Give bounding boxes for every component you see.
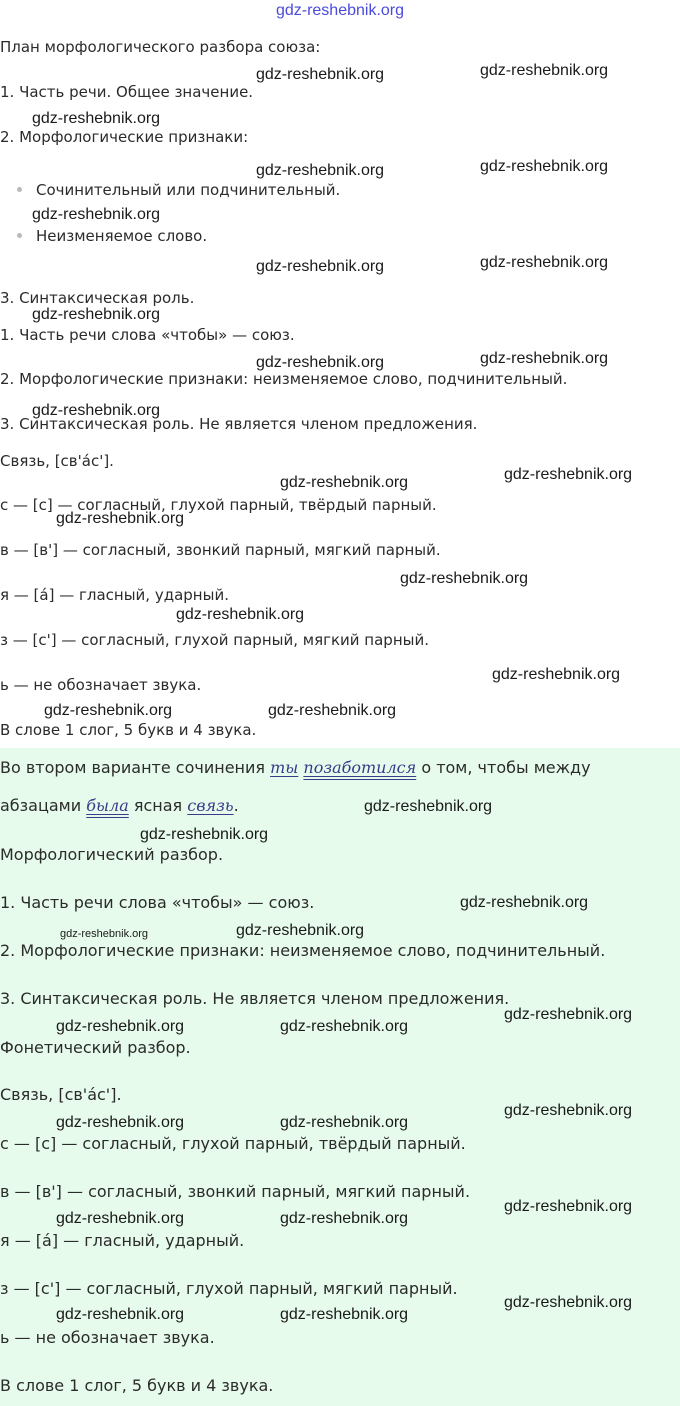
watermark: gdz-reshebnik.org [44,702,173,719]
plan-item-2: 2. Морфологические признаки: [0,128,249,146]
predicate-word: была [86,796,129,815]
watermark: gdz-reshebnik.org [56,1210,185,1227]
watermark: gdz-reshebnik.org [492,666,621,683]
plan-item-3: 3. Синтаксическая роль. [0,289,195,307]
watermark: gdz-reshebnik.org [268,702,397,719]
site-header-link[interactable]: gdz-reshebnik.org [275,2,405,19]
phonetic1-row: в — [в'] — согласный, звонкий парный, мягкий парный. [0,541,441,559]
watermark: gdz-reshebnik.org [480,158,609,175]
watermark: gdz-reshebnik.org [60,928,149,940]
subject-word: связь [187,796,234,815]
watermark: gdz-reshebnik.org [256,162,385,179]
watermark: gdz-reshebnik.org [56,510,185,527]
morph2-part-of-speech: 1. Часть речи слова «чтобы» — союз. [0,893,315,912]
sentence-line-2 [0,796,239,816]
watermark: gdz-reshebnik.org [32,306,161,323]
phonetic2-row: з — [с'] — согласный, глухой парный, мягкий парный. [0,1279,458,1298]
watermark: gdz-reshebnik.org [504,1006,633,1023]
watermark: gdz-reshebnik.org [480,254,609,271]
watermark: gdz-reshebnik.org [32,206,161,223]
morph2-morph-features: 2. Морфологические признаки: неизменяемое слово, подчинительный. [0,941,606,960]
watermark: gdz-reshebnik.org [56,1306,185,1323]
watermark: gdz-reshebnik.org [364,798,493,815]
phonetic2-heading: Фонетический разбор. [0,1038,191,1057]
watermark: gdz-reshebnik.org [280,1306,409,1323]
analysis1-part-of-speech: 1. Часть речи слова «чтобы» — союз. [0,326,295,344]
watermark: gdz-reshebnik.org [480,350,609,367]
sentence-line-1 [0,758,591,778]
predicate-word: позаботился [303,758,417,777]
watermark: gdz-reshebnik.org [56,1114,185,1131]
watermark: gdz-reshebnik.org [176,606,305,623]
watermark: gdz-reshebnik.org [504,1198,633,1215]
phonetic1-summary: В слове 1 слог, 5 букв и 4 звука. [0,721,257,739]
watermark: gdz-reshebnik.org [140,826,269,843]
phonetic2-row: в — [в'] — согласный, звонкий парный, мягкий парный. [0,1182,471,1201]
bullet-dot [17,187,22,192]
plan-bullet-1: Сочинительный или подчинительный. [36,181,341,199]
plan-bullet-2: Неизменяемое слово. [36,227,208,245]
sentence-text: о том, чтобы между [416,758,591,777]
watermark: gdz-reshebnik.org [256,258,385,275]
watermark: gdz-reshebnik.org [504,466,633,483]
watermark: gdz-reshebnik.org [480,62,609,79]
analysis1-morph-features: 2. Морфологические признаки: неизменяемое слово, подчинительный. [0,370,568,388]
phonetic1-row: я — [á] — гласный, ударный. [0,586,229,604]
morph2-syntax-role: 3. Синтаксическая роль. Не является членом предложения. [0,989,510,1008]
watermark: gdz-reshebnik.org [460,894,589,911]
phonetic2-row: ь — не обозначает звука. [0,1328,215,1347]
phonetic2-row: с — [с] — согласный, глухой парный, твёрдый парный. [0,1134,466,1153]
sentence-text: . [233,796,239,815]
phonetic1-row: з — [с'] — согласный, глухой парный, мягкий парный. [0,631,429,649]
phonetic2-row: я — [á] — гласный, ударный. [0,1231,245,1250]
plan-item-1: 1. Часть речи. Общее значение. [0,83,254,101]
sentence-text: Во втором варианте сочинения [0,758,271,777]
watermark: gdz-reshebnik.org [280,1018,409,1035]
watermark: gdz-reshebnik.org [236,922,365,939]
watermark: gdz-reshebnik.org [280,1114,409,1131]
plan-title: План морфологического разбора союза: [0,38,321,56]
watermark: gdz-reshebnik.org [256,66,385,83]
watermark: gdz-reshebnik.org [280,1210,409,1227]
watermark: gdz-reshebnik.org [280,474,409,491]
phonetic1-word: Связь, [св'áс']. [0,452,114,470]
sentence-text: абзацами [0,796,87,815]
morph2-heading: Морфологический разбор. [0,845,224,864]
watermark: gdz-reshebnik.org [504,1294,633,1311]
watermark: gdz-reshebnik.org [504,1102,633,1119]
subject-word: ты [270,758,299,777]
phonetic2-summary: В слове 1 слог, 5 букв и 4 звука. [0,1376,274,1395]
watermark: gdz-reshebnik.org [32,402,161,419]
sentence-text: ясная [128,796,188,815]
watermark: gdz-reshebnik.org [400,570,529,587]
bullet-dot [17,233,22,238]
watermark: gdz-reshebnik.org [56,1018,185,1035]
analysis1-syntax-role: 3. Синтаксическая роль. Не является членом предложения. [0,415,478,433]
phonetic2-word: Связь, [св'áс']. [0,1085,122,1104]
phonetic1-row: ь — не обозначает звука. [0,676,202,694]
phonetic1-row: с — [с] — согласный, глухой парный, твёрдый парный. [0,496,437,514]
watermark: gdz-reshebnik.org [32,110,161,127]
watermark: gdz-reshebnik.org [256,354,385,371]
